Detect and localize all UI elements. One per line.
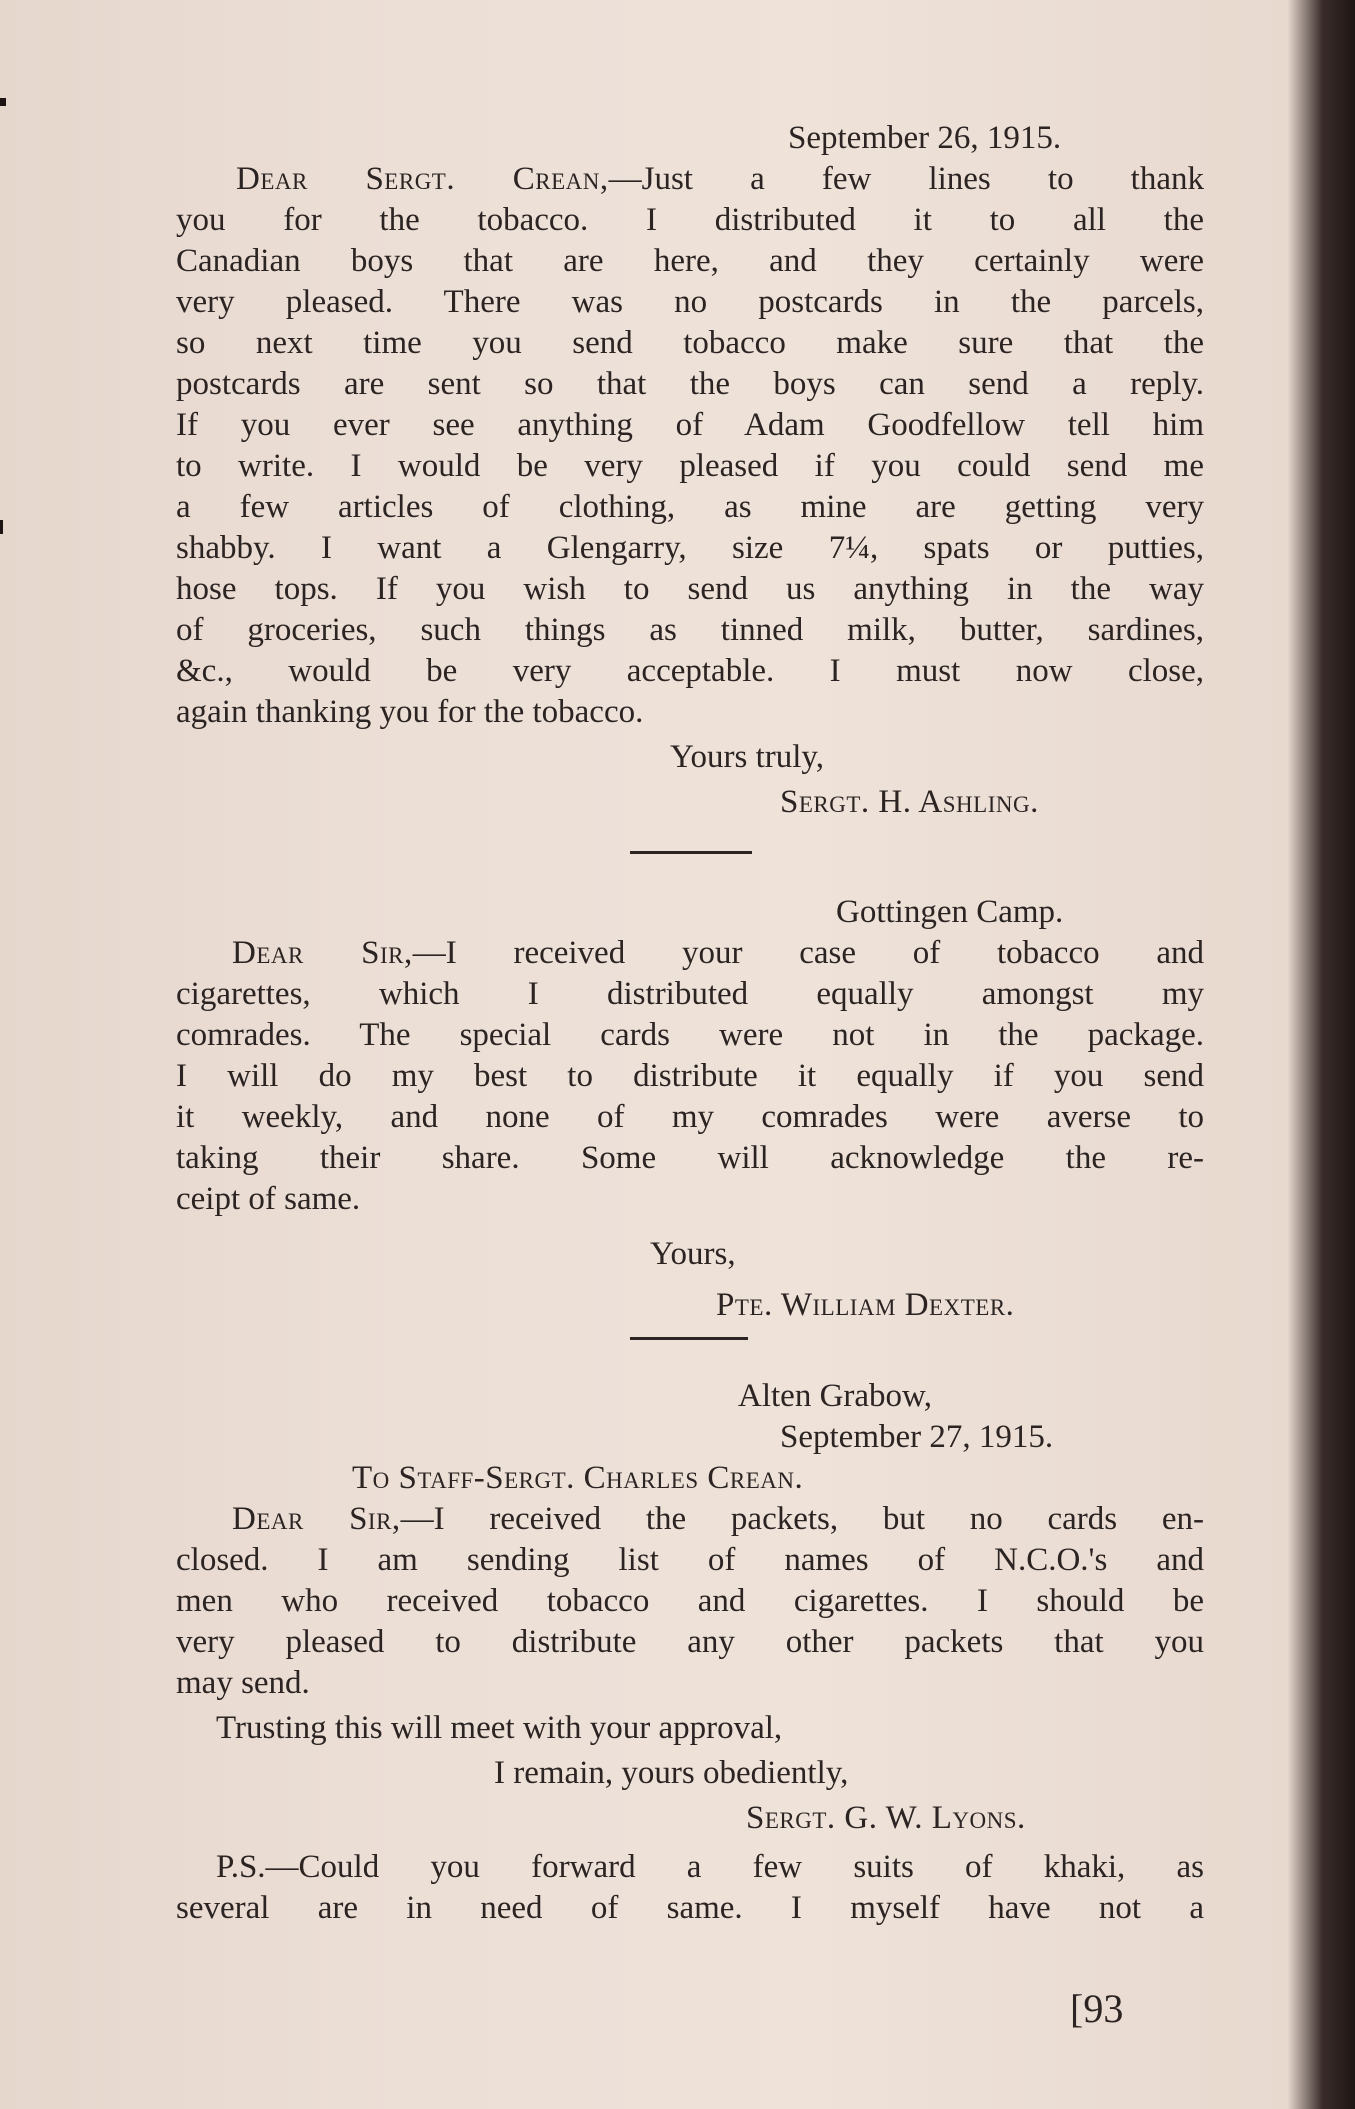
letter-2-line: comrades. The special cards were not in the package. [176, 1017, 1204, 1053]
letter-2-line: ceipt of same. [176, 1181, 361, 1217]
letter-2-line: it weekly, and none of my comrades were averse to [176, 1099, 1204, 1135]
letter-1-line: Canadian boys that are here, and they certainly were [176, 243, 1204, 279]
section-divider [630, 851, 752, 854]
letter-3-line: very pleased to distribute any other packets that you [176, 1624, 1204, 1660]
letter-2-signature: Pte. William Dexter. [716, 1287, 1015, 1323]
letter-1-line: again thanking you for the tobacco. [176, 694, 644, 730]
letter-2-line: I will do my best to distribute it equally if you send [176, 1058, 1204, 1094]
letter-3-postscript: several are in need of same. I myself have not a [176, 1890, 1204, 1926]
letter-3-postscript: P.S.—Could you forward a few suits of khaki, as [216, 1849, 1204, 1885]
letter-1-date: September 26, 1915. [788, 120, 1062, 156]
section-divider [630, 1337, 748, 1340]
letter-1-line: you for the tobacco. I distributed it to all the [176, 202, 1204, 238]
letter-2-line: Dear Sir,—I received your case of tobacco and [232, 935, 1204, 971]
letter-3-addressee: To Staff-Sergt. Charles Crean. [352, 1460, 804, 1496]
letter-1-line: If you ever see anything of Adam Goodfellow tell him [176, 407, 1204, 443]
letter-2-closing: Yours, [650, 1236, 736, 1272]
letter-3-closing: I remain, yours obediently, [494, 1755, 849, 1791]
letter-1-line: postcards are sent so that the boys can send a reply. [176, 366, 1204, 402]
page-edge-mark [0, 520, 3, 534]
letter-2-salutation: Dear Sir, [232, 935, 413, 971]
letter-1-line: &c., would be very acceptable. I must now close, [176, 653, 1204, 689]
letter-1-line: a few articles of clothing, as mine are getting very [176, 489, 1204, 525]
letter-1 [176, 118, 1204, 823]
letter-2-place: Gottingen Camp. [836, 894, 1064, 930]
letter-1-line: hose tops. If you wish to send us anything in the way [176, 571, 1204, 607]
letter-2-line: taking their share. Some will acknowledge the re- [176, 1140, 1204, 1176]
letter-1-salutation: Dear Sergt. Crean, [236, 161, 609, 197]
letter-3-date: September 27, 1915. [780, 1419, 1054, 1455]
letter-3 [176, 1376, 1204, 1929]
letter-3-line: Dear Sir,—I received the packets, but no cards en- [232, 1501, 1204, 1537]
letter-2-line: cigarettes, which I distributed equally amongst my [176, 976, 1204, 1012]
letter-3-line: closed. I am sending list of names of N.C.O.'s and [176, 1542, 1204, 1578]
letter-3-salutation: Dear Sir, [232, 1501, 401, 1537]
letter-3-line: men who received tobacco and cigarettes. I should be [176, 1583, 1204, 1619]
letter-1-line: shabby. I want a Glengarry, size 7¼, spats or putties, [176, 530, 1204, 566]
letter-2 [176, 892, 1204, 1326]
page-number: [93 [1070, 1986, 1124, 2031]
letter-3-trusting: Trusting this will meet with your approval, [216, 1710, 783, 1746]
letter-3-place: Alten Grabow, [738, 1378, 932, 1414]
letter-3-line: may send. [176, 1665, 310, 1701]
letter-1-line: so next time you send tobacco make sure that the [176, 325, 1204, 361]
letter-1-line: to write. I would be very pleased if you could send me [176, 448, 1204, 484]
letter-1-closing: Yours truly, [670, 739, 825, 775]
page-edge-mark [0, 98, 6, 106]
letter-1-signature: Sergt. H. Ashling. [780, 784, 1039, 820]
letter-1-line: Dear Sergt. Crean,—Just a few lines to thank [236, 161, 1205, 197]
letter-1-line: very pleased. There was no postcards in the parcels, [176, 284, 1204, 320]
letter-1-line: of groceries, such things as tinned milk, butter, sardines, [176, 612, 1204, 648]
letter-3-signature: Sergt. G. W. Lyons. [746, 1800, 1026, 1836]
